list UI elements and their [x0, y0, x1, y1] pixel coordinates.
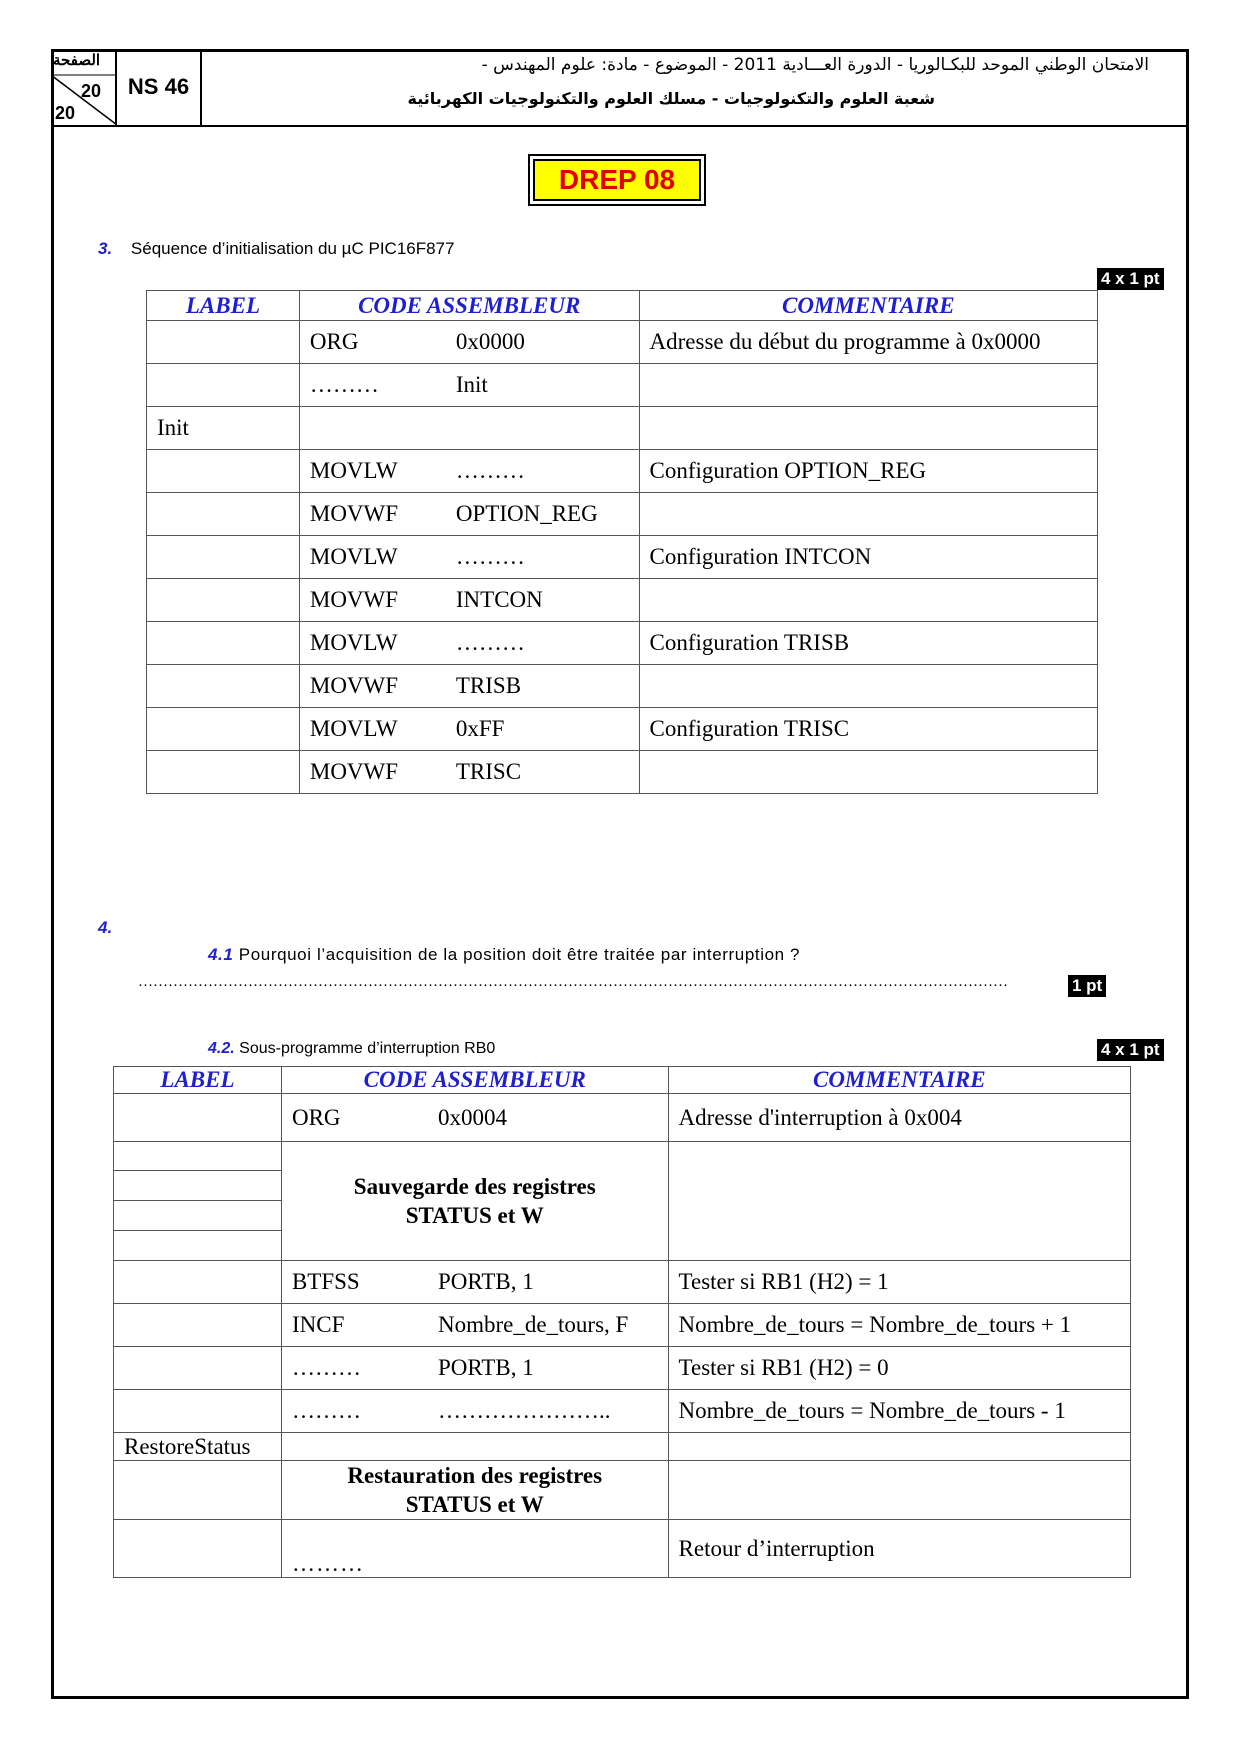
page-number: 20 [81, 81, 102, 101]
table-row [147, 622, 1098, 665]
table-row [114, 1433, 1131, 1461]
opcode: MOVLW [309, 544, 398, 569]
label-cell[interactable] [147, 536, 300, 579]
comment-cell: Adresse d'interruption à 0x004 [668, 1094, 1130, 1142]
opcode: ORG [291, 1104, 341, 1130]
operand: TRISB [455, 673, 522, 698]
code-cell [281, 1261, 668, 1304]
exam-header [51, 49, 1189, 127]
comment-cell: Retour d’interruption [668, 1520, 1130, 1578]
label-cell[interactable] [147, 751, 300, 794]
comment-cell [668, 1142, 1130, 1261]
code-cell [299, 321, 639, 364]
opcode[interactable]: ……… [291, 1355, 361, 1380]
operand: 0x0000 [455, 329, 525, 354]
label-cell[interactable] [147, 493, 300, 536]
table-row [147, 579, 1098, 622]
label-subcell[interactable] [114, 1231, 281, 1260]
table-row [147, 364, 1098, 407]
table-row [147, 321, 1098, 364]
code-cell [299, 364, 639, 407]
label-cell[interactable] [147, 321, 300, 364]
save-line-1: Sauvegarde des registres [353, 1174, 596, 1199]
exam-title-arabic: الامتحان الوطني الموحد للبكـالوريا - الدورة العـــادية 2011 - الموضوع - مادة: علوم المهندس - [481, 55, 1149, 75]
opcode: ORG [309, 329, 359, 354]
opcode[interactable]: ……… [309, 372, 379, 397]
comment-cell [639, 579, 1097, 622]
drep-badge-label: DREP 08 [533, 159, 701, 201]
operand[interactable]: ……… [455, 544, 525, 569]
q42-text: Sous-programme d’interruption RB0 [239, 1040, 496, 1057]
q3-points-badge: 4 x 1 pt [1097, 268, 1164, 290]
operand[interactable]: ……… [455, 458, 525, 483]
code-cell [299, 665, 639, 708]
label-cell[interactable] [147, 665, 300, 708]
opcode: MOVWF [309, 587, 399, 612]
label-cell[interactable] [114, 1347, 282, 1390]
restore-registers-text [281, 1461, 668, 1520]
comment-cell: Nombre_de_tours = Nombre_de_tours + 1 [668, 1304, 1130, 1347]
restore-registers-row [114, 1461, 1131, 1520]
table-row [114, 1390, 1131, 1433]
label-subcell[interactable] [114, 1171, 281, 1201]
col-code: CODE ASSEMBLEUR [299, 291, 639, 321]
save-line-2: STATUS et W [405, 1203, 544, 1228]
opcode: INCF [291, 1312, 345, 1337]
q42-points-badge: 4 x 1 pt [1097, 1039, 1164, 1061]
col-label: LABEL [147, 291, 300, 321]
table-row [147, 665, 1098, 708]
opcode[interactable]: ……… [291, 1398, 361, 1423]
operand[interactable]: ……… [455, 630, 525, 655]
table-row [147, 493, 1098, 536]
code-cell [299, 622, 639, 665]
comment-cell [639, 493, 1097, 536]
col-comment: COMMENTAIRE [668, 1067, 1130, 1094]
opcode: MOVWF [309, 673, 399, 698]
operand: Nombre_de_tours, F [437, 1312, 629, 1337]
opcode: MOVLW [309, 716, 398, 741]
col-label: LABEL [114, 1067, 282, 1094]
label-cell[interactable] [147, 708, 300, 751]
comment-cell [668, 1461, 1130, 1520]
q42-heading [208, 1040, 495, 1058]
label-cell[interactable] [147, 450, 300, 493]
comment-cell: Nombre_de_tours = Nombre_de_tours - 1 [668, 1390, 1130, 1433]
label-cell[interactable] [114, 1520, 282, 1578]
exam-stream-arabic: شعبة العلوم والتكنولوجيات - مسلك العلوم والتكنولوجيات الكهربائية [407, 89, 935, 108]
opcode: MOVLW [309, 458, 398, 483]
comment-cell: Configuration INTCON [639, 536, 1097, 579]
q3-number: 3. [98, 239, 113, 258]
save-registers-text [281, 1142, 668, 1261]
label-cell[interactable] [114, 1094, 282, 1142]
comment-cell [668, 1433, 1130, 1461]
label-cell[interactable] [114, 1390, 282, 1433]
q41-answer-line[interactable]: ………………………………………………………………………………………………………………………………………………………… [138, 974, 1008, 990]
code-cell [281, 1094, 668, 1142]
label-subcell[interactable] [114, 1142, 281, 1171]
table-header-row [147, 291, 1098, 321]
table-row [114, 1304, 1131, 1347]
label-cell[interactable] [114, 1261, 282, 1304]
table-row [114, 1347, 1131, 1390]
q41-points-badge: 1 pt [1068, 975, 1106, 997]
table-row [147, 751, 1098, 794]
q3-title: Séquence d’initialisation du µC PIC16F877 [130, 239, 455, 258]
table-row [114, 1094, 1131, 1142]
operand[interactable]: ………………….. [437, 1398, 611, 1423]
label-cell[interactable] [114, 1304, 282, 1347]
page-total: 20 [55, 103, 76, 123]
page-label: الصفحة [53, 52, 101, 69]
code-cell [281, 1390, 668, 1433]
operand: 0xFF [455, 716, 505, 741]
q41-number: 4.1 [208, 945, 234, 964]
code-cell[interactable] [281, 1520, 668, 1578]
q41-question [208, 945, 800, 965]
q42-number: 4.2. [208, 1040, 235, 1057]
opcode: MOVWF [309, 759, 399, 784]
comment-cell: Adresse du début du programme à 0x0000 [639, 321, 1097, 364]
code-cell [299, 579, 639, 622]
label-subcell[interactable] [114, 1201, 281, 1231]
table-row [147, 536, 1098, 579]
q4-number: 4. [98, 918, 113, 937]
exam-code: NS 46 [117, 49, 202, 125]
comment-cell [639, 364, 1097, 407]
col-comment: COMMENTAIRE [639, 291, 1097, 321]
q3-code-table [146, 290, 1098, 794]
label-cell[interactable] [147, 579, 300, 622]
code-cell [281, 1304, 668, 1347]
table-row [114, 1520, 1131, 1578]
restore-line-2: STATUS et W [405, 1492, 544, 1517]
opcode-blank[interactable]: ……… [291, 1551, 364, 1576]
operand: INTCON [455, 587, 543, 612]
table-row [147, 708, 1098, 751]
comment-cell: Tester si RB1 (H2) = 1 [668, 1261, 1130, 1304]
table-row [147, 407, 1098, 450]
operand: 0x0004 [437, 1104, 507, 1130]
code-cell [299, 708, 639, 751]
q42-code-table [113, 1066, 1131, 1578]
col-code: CODE ASSEMBLEUR [281, 1067, 668, 1094]
comment-cell: Tester si RB1 (H2) = 0 [668, 1347, 1130, 1390]
comment-cell: Configuration OPTION_REG [639, 450, 1097, 493]
comment-cell: Configuration TRISC [639, 708, 1097, 751]
label-cell: Init [147, 407, 300, 450]
comment-cell: Configuration TRISB [639, 622, 1097, 665]
code-cell [299, 450, 639, 493]
code-cell [299, 751, 639, 794]
page-number-box [51, 49, 117, 125]
operand: PORTB, 1 [437, 1269, 534, 1294]
label-cell [114, 1461, 282, 1520]
table-row [114, 1261, 1131, 1304]
comment-cell [639, 665, 1097, 708]
opcode: MOVLW [309, 630, 398, 655]
label-cell[interactable] [147, 364, 300, 407]
code-cell [299, 493, 639, 536]
q3-heading [98, 239, 454, 259]
code-cell [299, 536, 639, 579]
table-header-row [114, 1067, 1131, 1094]
save-registers-row [114, 1142, 1131, 1261]
opcode: MOVWF [309, 501, 399, 526]
restore-line-1: Restauration des registres [347, 1463, 603, 1488]
label-cell[interactable] [147, 622, 300, 665]
operand: Init [455, 372, 488, 397]
comment-cell [639, 751, 1097, 794]
label-cell: RestoreStatus [114, 1433, 282, 1461]
operand: TRISC [455, 759, 522, 784]
code-cell [299, 407, 639, 450]
table-row [147, 450, 1098, 493]
operand: OPTION_REG [455, 501, 598, 526]
code-cell [281, 1433, 668, 1461]
drep-badge [528, 154, 706, 206]
label-cell-group [114, 1142, 282, 1261]
comment-cell [639, 407, 1097, 450]
code-cell [281, 1347, 668, 1390]
q41-text: Pourquoi l’acquisition de la position doit être traitée par interruption ? [238, 945, 801, 964]
operand: PORTB, 1 [437, 1355, 534, 1380]
opcode: BTFSS [291, 1269, 360, 1294]
